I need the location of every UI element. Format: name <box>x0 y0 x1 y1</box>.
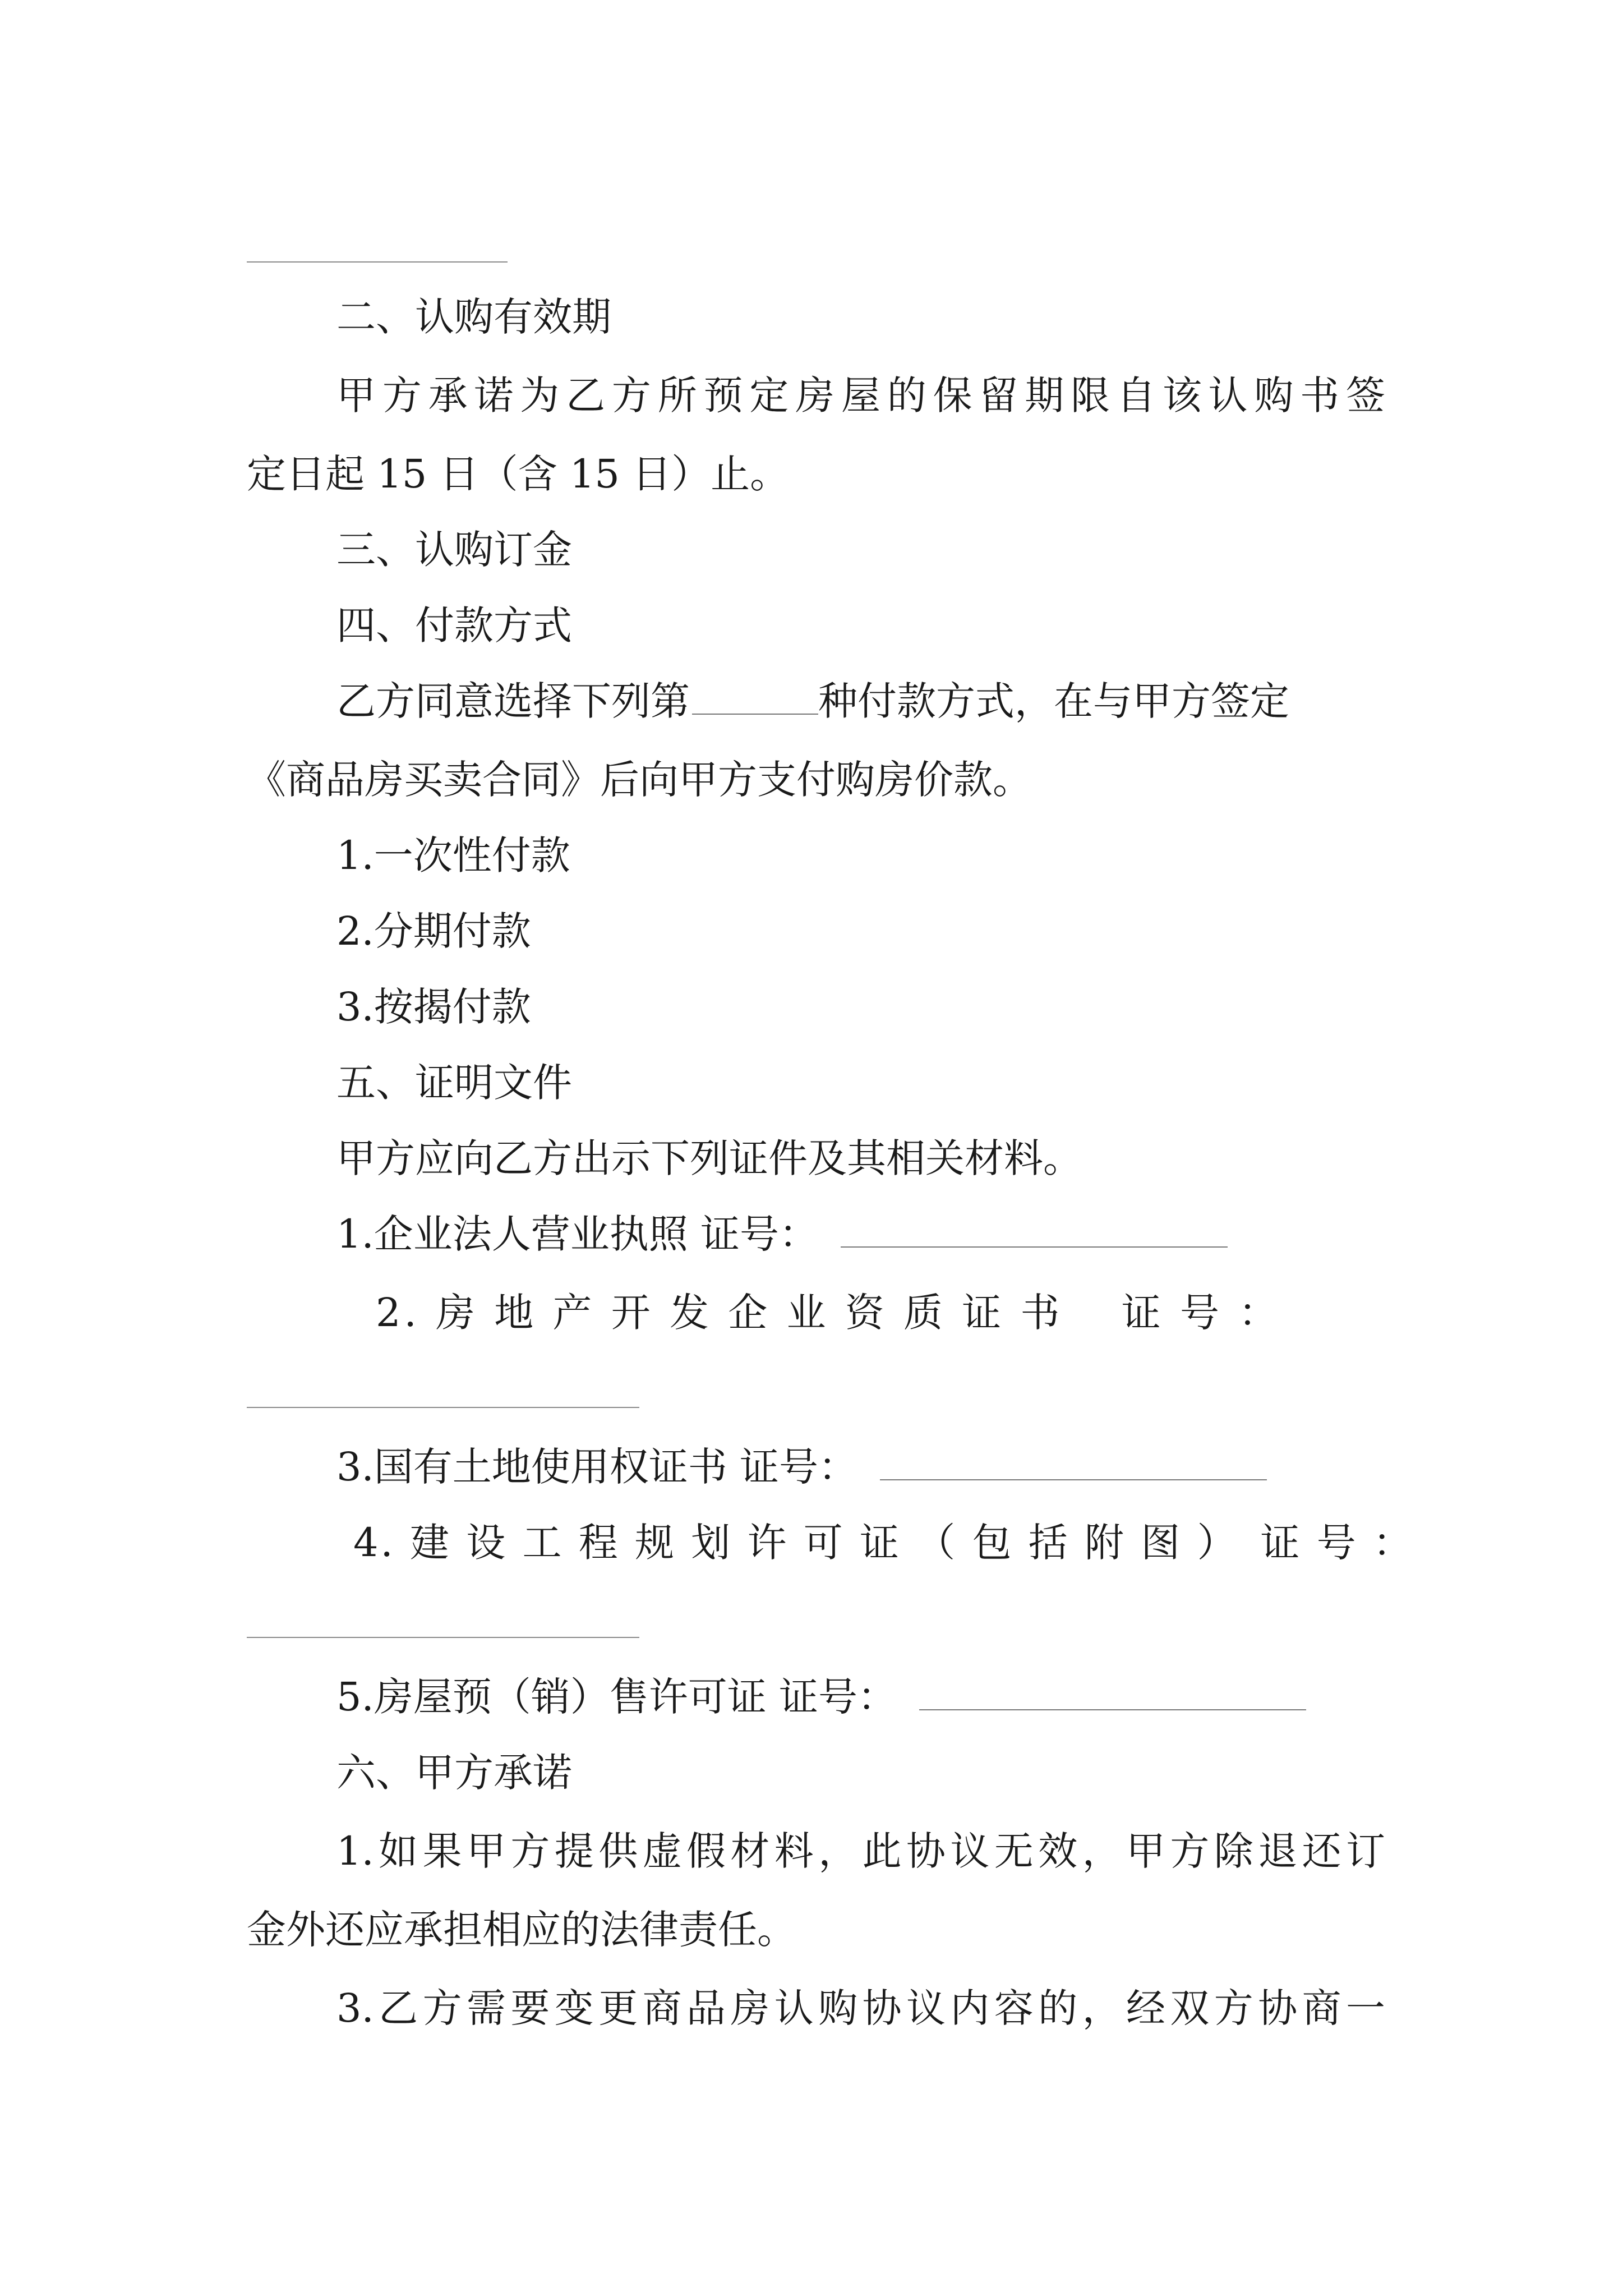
section-heading-promise: 六、甲方承诺 <box>336 1750 572 1796</box>
document-item-1-blank[interactable] <box>841 1215 1228 1248</box>
document-item-4-blank[interactable] <box>247 1637 639 1638</box>
payment-choice-tail: 种付款方式，在与甲方签定 <box>818 678 1289 724</box>
promise-item-1-line1: 1.如果甲方提供虚假材料，此协议无效，甲方除退还订 <box>336 1828 1385 1874</box>
payment-option-1: 1.一次性付款 <box>336 832 570 878</box>
document-item-5-label: 5.房屋预（销）售许可证 证号： <box>336 1674 897 1720</box>
top-fill-line <box>247 261 508 263</box>
paragraph-validity-line1: 甲方承诺为乙方所预定房屋的保留期限自该认购书签 <box>336 372 1385 418</box>
document-item-1-label: 1.企业法人营业执照 证号： <box>336 1211 819 1257</box>
section-heading-validity: 二、认购有效期 <box>336 294 611 340</box>
document-item-1 <box>336 1206 1228 1262</box>
payment-choice-text: 乙方同意选择下列第 <box>336 678 690 724</box>
section-heading-deposit: 三、认购订金 <box>336 527 572 573</box>
document-item-3 <box>336 1439 1267 1495</box>
document-item-3-label: 3.国有土地使用权证书 证号： <box>336 1444 858 1490</box>
document-item-4: 4. 建 设 工 程 规 划 许 可 证 （ 包 括 附 图 ） 证 号 ： <box>353 1520 1415 1566</box>
document-item-5 <box>336 1669 1306 1725</box>
section-heading-documents: 五、证明文件 <box>336 1060 572 1106</box>
payment-option-3: 3.按揭付款 <box>336 984 531 1030</box>
paragraph-payment-line1 <box>336 673 1289 729</box>
document-item-5-blank[interactable] <box>919 1678 1306 1710</box>
promise-item-1-line2: 金外还应承担相应的法律责任。 <box>247 1907 796 1953</box>
document-item-2-blank[interactable] <box>247 1407 639 1408</box>
paragraph-documents: 甲方应向乙方出示下列证件及其相关材料。 <box>336 1135 1082 1181</box>
paragraph-payment-line2: 《商品房买卖合同》后向甲方支付购房价款。 <box>247 757 1032 803</box>
document-item-3-blank[interactable] <box>880 1448 1267 1480</box>
document-item-2: 2. 房 地 产 开 发 企 业 资 质 证 书 证 号 ： <box>376 1290 1281 1336</box>
payment-option-2: 2.分期付款 <box>336 908 531 954</box>
paragraph-validity-line2: 定日起 15 日（含 15 日）止。 <box>247 451 790 497</box>
payment-choice-blank[interactable] <box>692 682 818 715</box>
promise-item-3-line1: 3.乙方需要变更商品房认购协议内容的，经双方协商一 <box>336 1985 1385 2031</box>
section-heading-payment: 四、付款方式 <box>336 602 572 648</box>
